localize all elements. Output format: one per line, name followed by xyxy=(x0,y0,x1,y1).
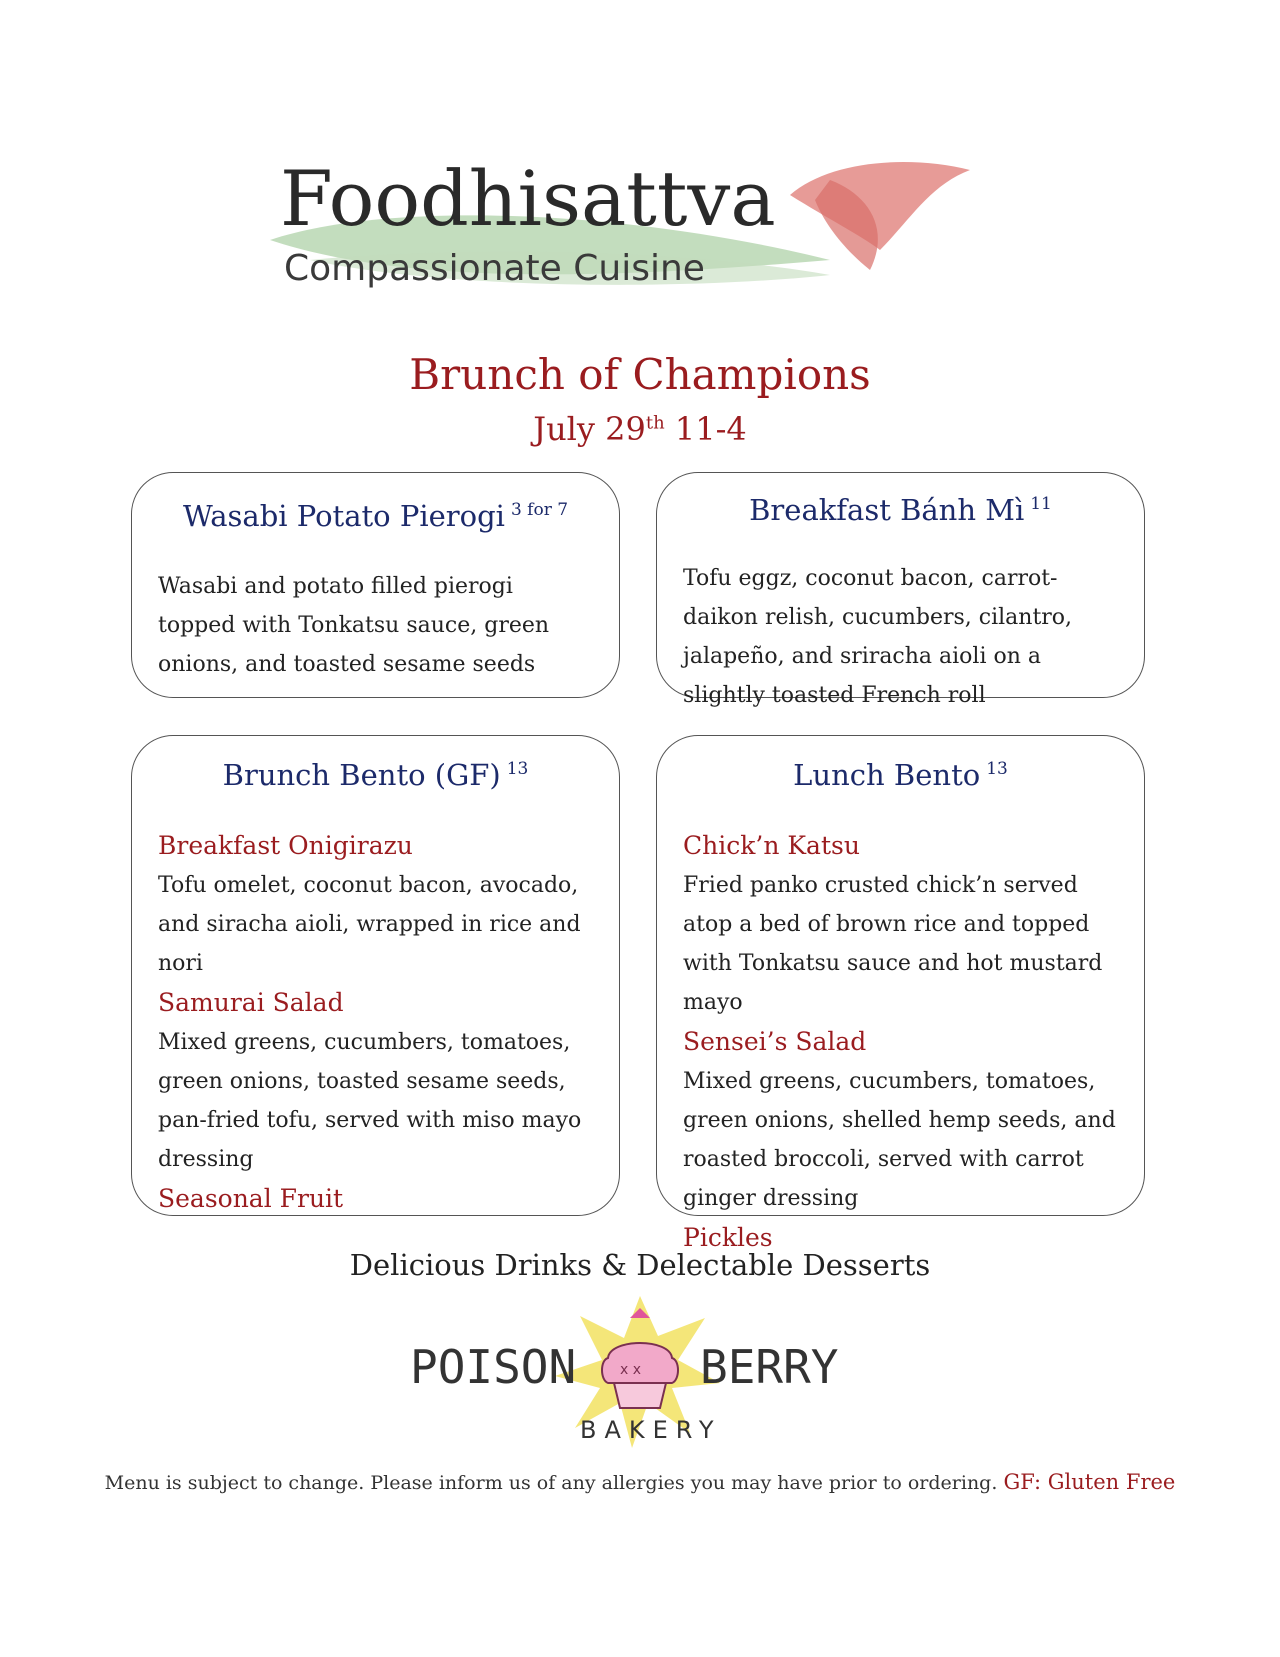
menu-card-lunch-bento xyxy=(656,735,1145,1252)
event-date xyxy=(0,410,1280,448)
item-description: Fried panko crusted chick’n served atop a bed of brown rice and topped with Tonkatsu sauce and hot mustard mayo xyxy=(683,873,1103,1015)
card-title xyxy=(132,499,619,533)
card-description: Wasabi and potato filled pierogi topped with Tonkatsu sauce, green onions, and toasted sesame seeds xyxy=(158,574,550,677)
gf-legend: GF: Gluten Free xyxy=(1003,1470,1176,1494)
card-title-text: Breakfast Bánh Mì xyxy=(749,493,1025,527)
item-name: Sensei’s Salad xyxy=(683,1027,867,1056)
event-time: 11-4 xyxy=(674,410,747,448)
item-description: Mixed greens, cucumbers, tomatoes, green onions, toasted sesame seeds, pan-fried tofu, served with miso mayo dressing xyxy=(158,1030,582,1172)
menu-card-brunch-bento xyxy=(131,735,620,1216)
item-name: Samurai Salad xyxy=(158,988,344,1017)
item-description: Tofu omelet, coconut bacon, avocado, and siracha aioli, wrapped in rice and nori xyxy=(158,873,581,976)
card-title-text: Lunch Bento xyxy=(793,758,981,792)
card-title xyxy=(657,493,1144,527)
logo-name: Foodhisattva xyxy=(280,154,776,243)
menu-card-banh-mi xyxy=(656,472,1145,708)
card-title-text: Brunch Bento (GF) xyxy=(222,758,501,792)
card-price: 13 xyxy=(986,759,1008,780)
event-date-month: July 29 xyxy=(533,410,646,448)
card-title xyxy=(657,758,1144,792)
item-name: Pickles xyxy=(683,1223,773,1252)
item-name: Seasonal Fruit xyxy=(158,1184,344,1213)
item-description: Mixed greens, cucumbers, tomatoes, green onions, shelled hemp seeds, and roasted broccoli, served with carrot ginger dressing xyxy=(683,1069,1116,1211)
footer-notice xyxy=(0,1470,1280,1494)
allergy-notice: Menu is subject to change. Please inform us of any allergies you may have prior to ordering. xyxy=(104,1472,998,1494)
bakery-word-bakery: BAKERY xyxy=(580,1416,722,1444)
bakery-word-poison: POISON xyxy=(410,1340,577,1394)
event-title: Brunch of Champions xyxy=(409,350,871,399)
card-items xyxy=(683,826,1122,1258)
card-items xyxy=(158,826,597,1219)
svg-text:x x: x x xyxy=(620,1362,642,1378)
card-price: 3 for 7 xyxy=(510,500,569,521)
event-date-suffix: th xyxy=(645,412,665,434)
poison-berry-bakery-logo xyxy=(410,1288,870,1458)
card-description: Tofu eggz, coconut bacon, carrot-daikon relish, cucumbers, cilantro, jalapeño, and sriracha aioli on a slightly toasted French roll xyxy=(683,566,1073,708)
card-price: 13 xyxy=(506,759,529,780)
card-price: 11 xyxy=(1030,494,1052,515)
card-title-text: Wasabi Potato Pierogi xyxy=(182,499,505,533)
menu-card-pierogi xyxy=(131,472,620,698)
logo-tagline: Compassionate Cuisine xyxy=(284,248,705,289)
item-name: Breakfast Onigirazu xyxy=(158,831,413,860)
desserts-line: Delicious Drinks & Delectable Desserts xyxy=(349,1248,931,1282)
bakery-word-berry: BERRY xyxy=(700,1340,839,1394)
item-name: Chick’n Katsu xyxy=(683,831,860,860)
card-title xyxy=(132,758,619,792)
foodhisattva-logo xyxy=(270,140,1010,320)
